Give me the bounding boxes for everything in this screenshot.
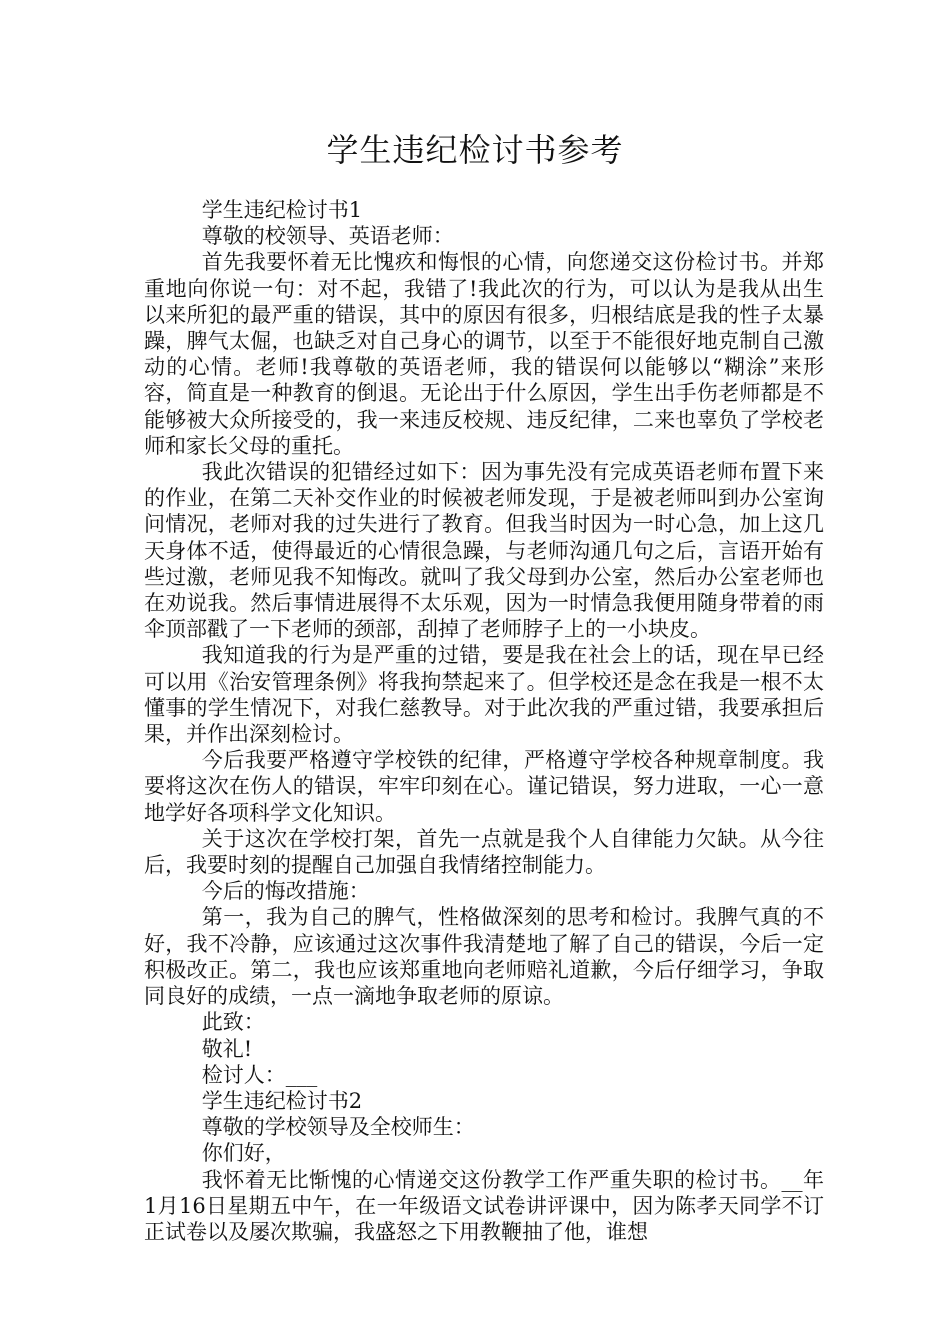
signature-line: 检讨人：___ — [201, 1062, 318, 1087]
closing-line: 此致： — [201, 1010, 265, 1035]
body-paragraph: 首先我要怀着无比愧疚和悔恨的心情，向您递交这份检讨书。并郑重地向你说一句：对不起，我错了!我此次的行为，可以认为是我从出生以来所犯的最严重的错误，其中的原因有很多，归根结底是我的性子太暴躁，脾气太倔，也缺乏对自己身心的调节，以至于不能很好地克制自己激动的心情。老师!我尊敬的英语老师，我的错误何以能够以“糊涂”来形容，简直是一种教育的倒退。无论出于什么原因，学生出手伤老师都是不能够被大众所接受的，我一来违反校规、违反纪律，二来也辜负了学校老师和家长父母的重托。 — [144, 250, 824, 458]
body-paragraph: 关于这次在学校打架，首先一点就是我个人自律能力欠缺。从今往后，我要时刻的提醒自己加强自我情绪控制能力。 — [144, 826, 824, 878]
salutation-2: 尊敬的学校领导及全校师生： — [201, 1115, 475, 1140]
section-heading-1: 学生违纪检讨书1 — [201, 198, 363, 222]
measures-heading: 今后的悔改措施： — [201, 879, 370, 904]
greeting-line: 你们好， — [201, 1141, 286, 1166]
body-paragraph: 我此次错误的犯错经过如下：因为事先没有完成英语老师布置下来的作业，在第二天补交作业的时候被老师发现，于是被老师叫到办公室询问情况，老师对我的过失进行了教育。但我当时因为一时心急，加上这几天身体不适，使得最近的心情很急躁，与老师沟通几句之后，言语开始有些过激，老师见我不知悔改。就叫了我父母到办公室，然后办公室老师也在劝说我。然后事情进展得不太乐观，因为一时情急我便用随身带着的雨伞顶部戳了一下老师的颈部，刮掉了老师脖子上的一小块皮。 — [144, 460, 824, 642]
closing-salute: 敬礼! — [201, 1036, 253, 1061]
body-paragraph: 第一，我为自己的脾气，性格做深刻的思考和检讨。我脾气真的不好，我不冷静，应该通过这次事件我清楚地了解了自己的错误，今后一定积极改正。第二，我也应该郑重地向老师赔礼道歉，今后仔细学习，争取同良好的成绩，一点一滴地争取老师的原谅。 — [144, 905, 824, 1009]
body-paragraph: 我知道我的行为是严重的过错，要是我在社会上的话，现在早已经可以用《治安管理条例》将我拘禁起来了。但学校还是念在我是一根不太懂事的学生情况下，对我仁慈教导。对于此次我的严重过错，我要承担后果，并作出深刻检讨。 — [144, 643, 824, 747]
section-heading-2: 学生违纪检讨书2 — [201, 1088, 363, 1113]
body-paragraph: 我怀着无比惭愧的心情递交这份教学工作严重失职的检讨书。__年1月16日星期五中午，在一年级语文试卷讲评课中，因为陈孝天同学不订正试卷以及屡次欺骗，我盛怒之下用教鞭抽了他，谁想 — [144, 1167, 824, 1244]
body-paragraph: 今后我要严格遵守学校铁的纪律，严格遵守学校各种规章制度。我要将这次在伤人的错误，牢牢印刻在心。谨记错误，努力进取，一心一意地学好各项科学文化知识。 — [144, 748, 824, 825]
document-title: 学生违纪检讨书参考 — [326, 131, 624, 169]
document-body — [144, 197, 824, 1245]
salutation-1: 尊敬的校领导、英语老师： — [201, 224, 454, 249]
